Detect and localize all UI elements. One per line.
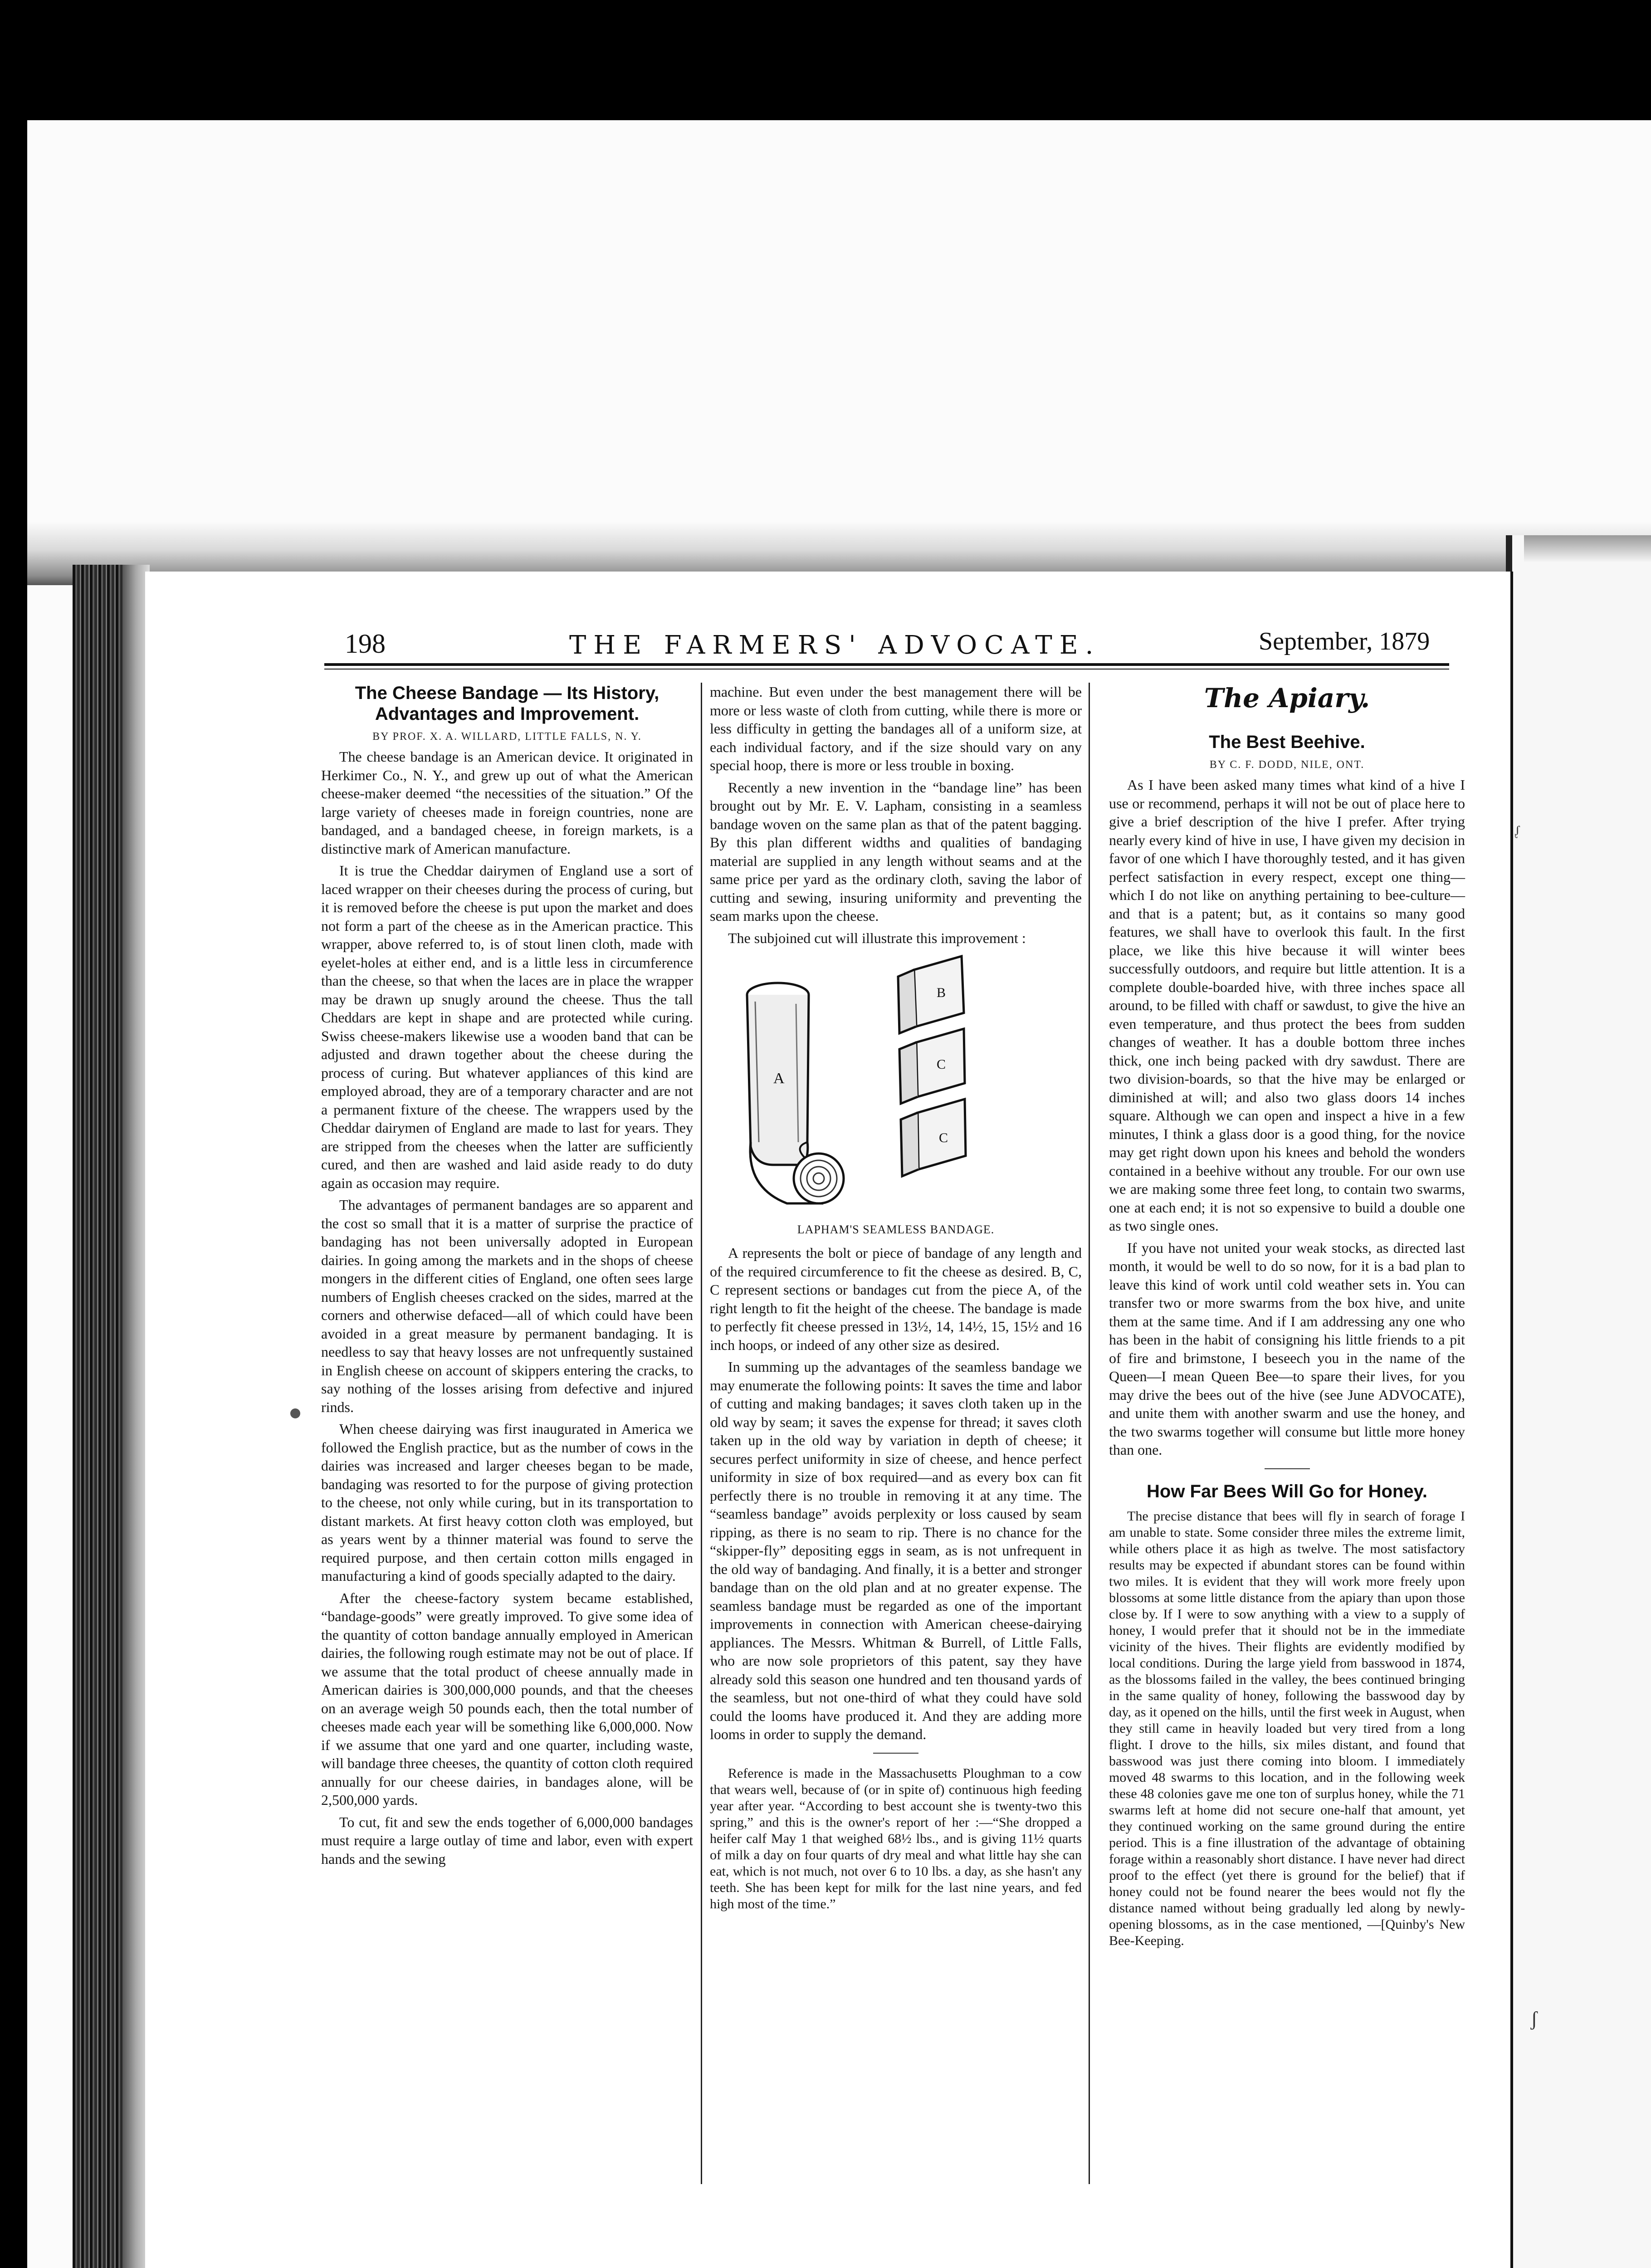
article-byline: BY PROF. X. A. WILLARD, LITTLE FALLS, N. Y. (372, 731, 642, 743)
article-paragraph: The advantages of permanent bandages are so apparent and the cost so small that it is a matter of surprise the practice of bandaging has not been universally adopted in European dairies. In going among the markets and in the shops of cheese mongers in the different cities of England, one often sees large numbers of English cheeses cracked on the sides, marred at the corners and otherwise defaced—all of which could have been avoided in a great measure by permanent bandaging. It is needless to say that heavy losses are not unfrequently sustained in English cheese on account of skippers entering the cracks, to say nothing of the losses arising from defective and injured rinds. (321, 1197, 693, 1415)
article-paragraph: When cheese dairying was first inaugurated in America we followed the English practice, but as the number of cows in the dairies was increased and larger cheeses began to be made, bandaging was resorted to for the purpose of giving protection to the cheese, not only while curing, but in its transportation to distant markets. At first heavy cotton cloth was employed, but as years went by a thinner material was found to serve the required purpose, and then certain cotton mills engaged in manufacturing a kind of goods specially adapted to the dairy. (321, 1421, 693, 1584)
bandage-drawing (710, 952, 1082, 1219)
note-paragraph: Reference is made in the Massachusetts Ploughman to a cow that wears well, because of (or in spite of) continuous high feeding year after year. “According to best account she is twenty-two this spring,” and this is the owner's report of her :—“She dropped a heifer calf May 1 that weighed 68½ lbs., and is giving 11½ quarts of milk a day on four quarts of dry meal and what little hay she can eat, which is not much, not over 6 to 10 lbs. a day, as she hasn't any teeth. She has been kept for milk for the last nine years, and fed high most of the time.” (710, 1765, 1082, 1911)
article-paragraph: After the cheese-factory system became established, “bandage-goods” were greatly improved. To give some idea of the quantity of cotton bandage annually employed in American dairies, the following rough estimate may not be out of place. If we assume that the total product of cheese annually made in American dairies is 300,000,000 pounds, and that the cheeses on an average weigh 50 pounds each, then the total number of cheeses made each year will be something like 6,000,000. Now if we assume that one yard and one quarter, including waste, will bandage three cheeses, the quantity of cotton cloth required annually for our cheese dairies, in bandages alone, will be 2,500,000 yards. (321, 1589, 693, 1808)
header-rule-thin (324, 669, 1449, 670)
article-title: The Best Beehive. (1209, 732, 1365, 752)
facing-page-shadow (1524, 535, 1651, 562)
article-paragraph: The cheese bandage is an American device. It originated in Herkimer Co., N. Y., and grew up out of what the American cheese-maker deemed “the necessities of the situation.” Of the large variety of cheeses made in foreign countries, none are bandaged, and a bandaged cheese, in foreign markets, is a distinctive mark of American manufacture. (321, 748, 693, 857)
article-paragraph: The precise distance that bees will fly in search of forage I am unable to state. Some consider three miles the extreme limit, while others place it as high as twelve. The most satisfactory results may be expected if abundant stores can be found within two miles. It is evident that they will work more freely upon blossoms at some little distance from the apiary than upon those close by. If I were to sow anything with a view to a supply of honey, I would prefer that it should not be in the immediate vicinity of the hives. Their flights are evidently modified by local conditions. During the large yield from basswood in 1874, as the blossoms failed in the valley, the bees continued bringing in the same quality of honey, following the basswood day by day, as it opened on the hills, until the first week in August, when they still came in heavily loaded but very tired from a long flight. I drove to the hills, six miles distant, and found that basswood was just there coming into bloom. I immediately moved 48 swarms to this location, and in the following week these 48 colonies gave me one ton of surplus honey, while the 71 swarms left at home did not secure one-half that amount, yet they continued working on the same ground during the entire period. This is a fine illustration of the advantage of obtaining forage within a reasonably short distance. I have never had direct proof to the effect (yet there is ground for the belief) that if honey could not be found nearer the bees would not fly the distance named without being gradually led along by newly-opening blossoms, as in the case mentioned, —[Quinby's New Bee-Keeping. (1109, 1508, 1465, 1948)
seamless-bandage-illustration (710, 952, 1082, 1219)
article-paragraph: If you have not united your weak stocks, as directed last month, it would be well to do so now, for it is a bad plan to leave this kind of work until cold weather sets in. You can transfer two or more swarms from the box hive, and unite them at the same time. And if I am addressing any one who has been in the habit of consigning his little friends to a pit of fire and brimstone, I beseech you in the name of the Queen—I mean Queen Bee—to spare their lives, for you may drive the bees out of the hive (see June ADVOCATE), and unite them with another swarm and use the honey, and the two swarms together will consume but little more honey than one. (1109, 1239, 1465, 1458)
facing-page-edge (1506, 535, 1651, 2268)
figure-caption: LAPHAM'S SEAMLESS BANDAGE. (797, 1223, 995, 1236)
article-paragraph: It is true the Cheddar dairymen of England use a sort of laced wrapper on their cheeses during the process of curing, but it is removed before the cheese is put upon the market and does not form a part of the cheese as in the American practice. This wrapper, above referred to, is of stout linen cloth, made with eyelet-holes at either end, and is a little less in circumference than the cheese, so that when the laces are in place the wrapper may be drawn up snugly around the cheese. Thus the tall Cheddars are kept in shape and are protected while curing. Swiss cheese-makers likewise use a wooden band that can be adjusted and drawn together about the cheese during the process of curing. But whatever appliances of this kind are employed abroad, they are of a temporary character and are not a permanent fixture of the cheese. The wrappers used by the Cheddar dairymen of England are made to last for years. They are stripped from the cheeses when the latter are sufficiently cured, and then are washed and laid aside ready to do duty again as occasion may require. (321, 862, 693, 1191)
column-divider (1089, 683, 1090, 2184)
article-title: How Far Bees Will Go for Honey. (1147, 1481, 1427, 1501)
figure-label-c: C (937, 1057, 946, 1072)
column-3 (1109, 683, 1465, 1953)
article-title: The Cheese Bandage — Its History, Advantages and Improvement. (355, 683, 659, 724)
margin-mark: ʃ (1531, 2008, 1538, 2030)
article-paragraph: Recently a new invention in the “bandage line” has been brought out by Mr. E. V. Lapham, consisting in a seamless bandage woven on the same plan as that of the patent bagging. By this plan different widths and qualities of bandaging material are supplied in any length without seams and at the same price per yard as the ordinary cloth, saving the labor of cutting and sewing, insuring uniformity and preventing the seam marks upon the cheese. (710, 779, 1082, 924)
article-paragraph: To cut, fit and sew the ends together of 6,000,000 bandages must require a large outlay of time and labor, even with expert hands and the sewing (321, 1813, 693, 1867)
article-paragraph: machine. But even under the best management there will be more or less waste of cloth from cutting, while there is more or less difficulty in getting the bandages all of a uniform size, at each individual factory, and if the size should vary on any special hoop, there is more or less trouble in boxing. (710, 684, 1082, 773)
issue-date: September, 1879 (1259, 627, 1430, 655)
figure-label-c: C (939, 1130, 948, 1145)
section-heading: The Apiary. (1204, 683, 1370, 714)
article-paragraph: In summing up the advantages of the seamless bandage we may enumerate the following points: It saves the time and labor of cutting and making bandages; it saves cloth taken up in the old way by seam; it saves the expense for thread; it saves cloth taken up in the old way by variation in depth of cheese; it secures perfect uniformity in size of cheese, and hence perfect uniformity in size of box required—and as every box can fit perfectly there is no trouble in removing it at any time. The “seamless bandage” avoids perplexity or loss caused by seam ripping, as there is no seam to rip. There is no chance for the “skipper-fly” depositing eggs in seam, as is not unfrequent in the old way of bandaging. And finally, it is a better and stronger bandage than on the old plan and at no greater expense. The seamless bandage must be regarded as one of the important improvements in connection with American cheese-dairying appliances. The Messrs. Whitman & Burrell, of Little Falls, who are now sole proprietors of this patent, say they have already sold this season one hundred and ten thousand yards of the seamless, but not one-third of what they could have sold could the looms have produced it. And they are adding more looms in order to supply the demand. (710, 1359, 1082, 1742)
article-paragraph: The subjoined cut will illustrate this improvement : (728, 929, 1026, 946)
page-number: 198 (345, 629, 386, 659)
figure-label-b: B (937, 985, 946, 1000)
section-separator (873, 1753, 918, 1754)
article-paragraph: A represents the bolt or piece of bandage of any length and of the required circumference to fit the cheese as desired. B, C, C represent sections or bandages cut from the piece A, of the right length to fit the height of the cheese. The bandage is made to perfectly fit cheese pressed in 13½, 14, 14½, 15, 15½ and 16 inch hoops, or indeed of any other size as desired. (710, 1245, 1082, 1353)
article-paragraph: As I have been asked many times what kind of a hive I use or recommend, perhaps it will not be out of place here to give a brief description of the hive I prefer. After trying nearly every kind of hive in use, I have given my decision in favor of one which I have thoroughly tested, and it has given perfect satisfaction in every respect, except one thing—which I do not like on anything pertaining to bee-culture—and that is a patent; but, as it contains so many good features, we shall have to overlook this fault. In the first place, we like this hive because it will winter bees successfully outdoors, and require but little attention. It is a complete double-boarded hive, with three inches space all around, to be filled with chaff or sawdust, to give the hive an even temperature, and thus protect the bees from sudden changes of weather. It has a double bottom three inches thick, one inch being packed with dry sawdust. There are two division-boards, so that the hive may be enlarged or diminished at will; and also two glass doors 14 inches square. Although we can open and inspect a hive in a few minutes, I think a glass door is a good thing, for the novice may get right down upon his knees and behold the wonders contained in a beehive without any trouble. For our own use we are making some three feet long, to contain two swarms, one at each end; it is not so expensive to build a double one as two single ones. (1109, 777, 1465, 1234)
column-1 (321, 683, 693, 1872)
masthead-title: THE FARMERS' ADVOCATE. (569, 631, 1101, 660)
figure-label-a: A (773, 1070, 785, 1087)
column-divider (701, 683, 702, 2184)
column-2 (710, 683, 1082, 1916)
margin-mark: ᶘ (1515, 823, 1521, 838)
section-separator (1265, 1468, 1310, 1469)
article-byline: BY C. F. DODD, NILE, ONT. (1209, 759, 1365, 771)
header-rule (324, 663, 1449, 666)
page-hole (290, 1408, 300, 1418)
